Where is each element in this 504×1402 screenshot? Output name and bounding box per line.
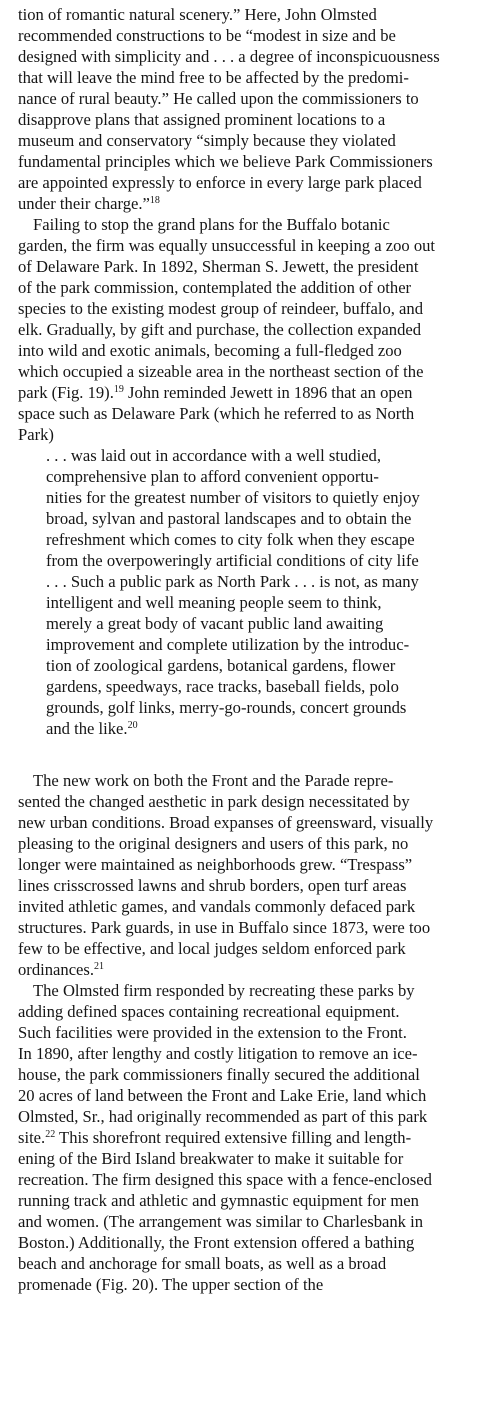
text-run: structures. Park guards, in use in Buffalo since 1873, were too [18, 918, 431, 937]
text-run: broad, sylvan and pastoral landscapes and to obtain the [46, 509, 412, 528]
footnote-ref: 19 [113, 384, 124, 395]
text-line [46, 466, 504, 487]
text-line [18, 382, 504, 403]
text-run: disapprove plans that assigned prominent locations to a [18, 110, 386, 129]
text-line [46, 550, 504, 571]
text-line [18, 172, 504, 193]
text-run: Boston.) Additionally, the Front extension offered a bathing [18, 1233, 415, 1252]
text-run: ening of the Bird Island breakwater to make it suitable for [18, 1149, 404, 1168]
text-run: refreshment which comes to city folk when they escape [46, 530, 415, 549]
footnote-ref: 22 [45, 1129, 56, 1140]
text-line [18, 1190, 504, 1211]
text-run: species to the existing modest group of reindeer, buffalo, and [18, 299, 424, 318]
text-run: fundamental principles which we believe Park Commissioners [18, 152, 433, 171]
text-run: beach and anchorage for small boats, as well as a broad [18, 1254, 387, 1273]
text-line [18, 235, 504, 256]
text-line [46, 445, 504, 466]
text-run: which occupied a sizeable area in the northeast section of the [18, 362, 424, 381]
text-line [46, 487, 504, 508]
text-run: The new work on both the Front and the Parade repre- [33, 771, 394, 790]
text-line [18, 25, 504, 46]
text-run: Olmsted, Sr., had originally recommended as part of this park [18, 1107, 428, 1126]
text-line [18, 256, 504, 277]
text-line [18, 151, 504, 172]
text-line [18, 340, 504, 361]
text-run: few to be effective, and local judges seldom enforced park [18, 939, 406, 958]
text-run: museum and conservatory “simply because they violated [18, 131, 396, 150]
text-line [18, 1064, 504, 1085]
text-line [18, 854, 504, 875]
paragraph-front-extension [18, 980, 504, 1295]
text-line [18, 791, 504, 812]
text-run: under their charge.” [18, 194, 150, 213]
text-line [18, 875, 504, 896]
text-run: tion of zoological gardens, botanical gardens, flower [46, 656, 396, 675]
text-run: nance of rural beauty.” He called upon the commissioners to [18, 89, 419, 108]
text-line [46, 529, 504, 550]
text-run: . . . was laid out in accordance with a well studied, [46, 446, 382, 465]
text-run: park (Fig. 19). [18, 383, 114, 402]
text-line [46, 718, 504, 739]
text-line [18, 67, 504, 88]
text-run: and the like. [46, 719, 128, 738]
text-line [18, 1022, 504, 1043]
text-run: into wild and exotic animals, becoming a full-fledged zoo [18, 341, 402, 360]
text-run: intelligent and well meaning people seem to think, [46, 593, 382, 612]
text-line [18, 4, 504, 25]
text-run: site. [18, 1128, 46, 1147]
text-run: . . . Such a public park as North Park . . . is not, as many [46, 572, 419, 591]
footnote-ref: 18 [149, 195, 160, 206]
text-line [18, 1127, 504, 1148]
text-line [18, 1211, 504, 1232]
text-line [46, 655, 504, 676]
text-run: 20 acres of land between the Front and Lake Erie, land which [18, 1086, 427, 1105]
text-run: longer were maintained as neighborhoods grew. “Trespass” [18, 855, 413, 874]
text-run: new urban conditions. Broad expanses of greensward, visually [18, 813, 434, 832]
text-line [18, 361, 504, 382]
text-line [46, 592, 504, 613]
text-line [18, 1043, 504, 1064]
text-line [18, 214, 504, 235]
text-run: running track and athletic and gymnastic equipment for men [18, 1191, 419, 1210]
text-run: nities for the greatest number of visitors to quietly enjoy [46, 488, 420, 507]
text-run: sented the changed aesthetic in park design necessitated by [18, 792, 410, 811]
text-run: comprehensive plan to afford convenient opportu- [46, 467, 379, 486]
text-line [18, 959, 504, 980]
text-line [18, 424, 504, 445]
text-line [18, 1253, 504, 1274]
text-line [18, 46, 504, 67]
text-line [18, 109, 504, 130]
text-run: house, the park commissioners finally secured the additional [18, 1065, 420, 1084]
text-line [18, 130, 504, 151]
text-run: from the overpoweringly artificial conditions of city life [46, 551, 419, 570]
text-run: adding defined spaces containing recreational equipment. [18, 1002, 400, 1021]
text-line [18, 88, 504, 109]
text-line [18, 319, 504, 340]
text-run: merely a great body of vacant public land awaiting [46, 614, 384, 633]
text-run: gardens, speedways, race tracks, baseball fields, polo [46, 677, 399, 696]
text-run: Such facilities were provided in the extension to the Front. [18, 1023, 407, 1042]
text-line [18, 938, 504, 959]
text-run: and women. (The arrangement was similar to Charlesbank in [18, 1212, 424, 1231]
text-run: recommended constructions to be “modest in size and be [18, 26, 396, 45]
paragraph-delaware-park-zoo [18, 214, 504, 445]
text-run: In 1890, after lengthy and costly litigation to remove an ice- [18, 1044, 418, 1063]
text-line [18, 833, 504, 854]
text-run: grounds, golf links, merry-go-rounds, concert grounds [46, 698, 407, 717]
text-line [46, 613, 504, 634]
block-quote-north-park [46, 445, 504, 739]
text-run: The Olmsted firm responded by recreating these parks by [33, 981, 415, 1000]
text-run: Failing to stop the grand plans for the Buffalo botanic [33, 215, 390, 234]
text-line [46, 697, 504, 718]
paragraph-changed-aesthetic [18, 770, 504, 980]
text-run: lines crisscrossed lawns and shrub borders, open turf areas [18, 876, 407, 895]
text-line [18, 298, 504, 319]
text-run: Park) [18, 425, 54, 444]
text-run: designed with simplicity and . . . a degree of inconspicuousness [18, 47, 440, 66]
text-line [18, 1169, 504, 1190]
text-line [18, 770, 504, 791]
text-run: space such as Delaware Park (which he referred to as North [18, 404, 415, 423]
text-run: improvement and complete utilization by the introduc- [46, 635, 410, 654]
text-line [18, 1085, 504, 1106]
text-line [18, 1001, 504, 1022]
text-line [18, 277, 504, 298]
text-run: that will leave the mind free to be affected by the predomi- [18, 68, 409, 87]
text-line [46, 676, 504, 697]
text-line [18, 1148, 504, 1169]
text-run: are appointed expressly to enforce in every large park placed [18, 173, 422, 192]
text-line [18, 1274, 504, 1295]
text-line [18, 1232, 504, 1253]
text-line [18, 980, 504, 1001]
text-line [46, 634, 504, 655]
text-run: This shorefront required extensive filling and length- [55, 1128, 412, 1147]
text-run: garden, the firm was equally unsuccessful in keeping a zoo out [18, 236, 436, 255]
text-run: elk. Gradually, by gift and purchase, the collection expanded [18, 320, 422, 339]
text-run: invited athletic games, and vandals commonly defaced park [18, 897, 416, 916]
text-run: tion of romantic natural scenery.” Here, John Olmsted [18, 5, 377, 24]
text-run: pleasing to the original designers and users of this park, no [18, 834, 409, 853]
text-run: promenade (Fig. 20). The upper section of the [18, 1275, 324, 1294]
text-run: of the park commission, contemplated the addition of other [18, 278, 412, 297]
text-run: recreation. The firm designed this space with a fence-enclosed [18, 1170, 432, 1189]
text-line [18, 917, 504, 938]
text-line [46, 508, 504, 529]
text-line [18, 403, 504, 424]
text-run: ordinances. [18, 960, 95, 979]
text-line [18, 193, 504, 214]
text-run: John reminded Jewett in 1896 that an open [123, 383, 413, 402]
text-line [18, 1106, 504, 1127]
text-line [18, 896, 504, 917]
text-run: of Delaware Park. In 1892, Sherman S. Jewett, the president [18, 257, 419, 276]
paragraph-olmsted-recommendations [18, 4, 504, 214]
text-line [18, 812, 504, 833]
text-line [46, 571, 504, 592]
footnote-ref: 21 [94, 961, 105, 972]
footnote-ref: 20 [127, 720, 138, 731]
